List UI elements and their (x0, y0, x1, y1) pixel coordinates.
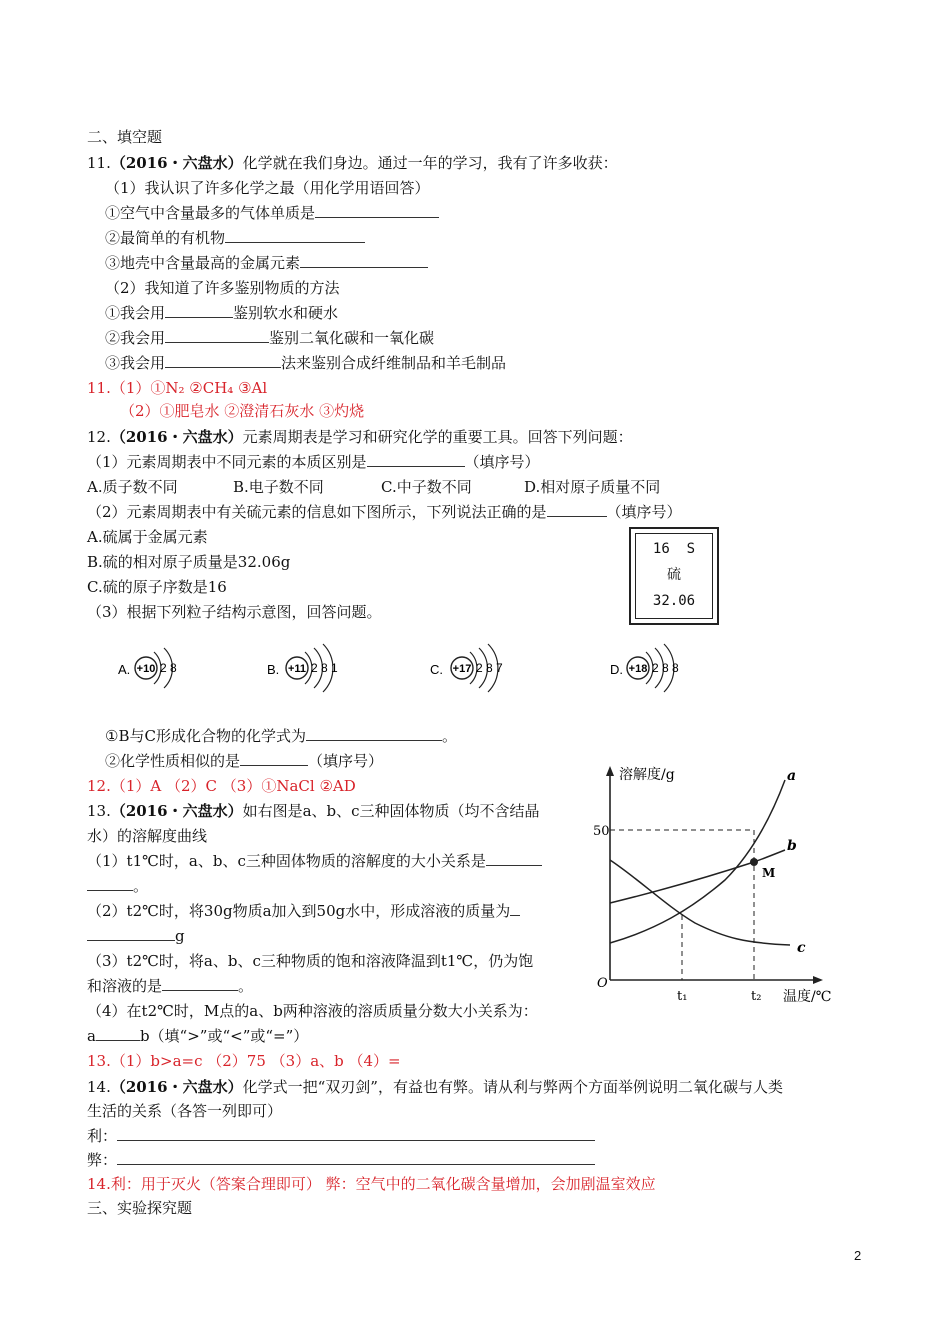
prompt-text: （1）t1℃时，a、b、c三种固体物质的溶解度的大小关系是 (87, 852, 486, 870)
q11-answer-line1: 11.（1）①N₂ ②CH₄ ③Al (87, 379, 268, 397)
element-name: 硫 (667, 567, 681, 583)
y-axis-arrow (606, 766, 614, 776)
q13-part4-cont (87, 1026, 308, 1046)
tile-inner (635, 533, 713, 619)
prompt-text: （填序号） (464, 453, 540, 471)
answer-blank[interactable] (225, 228, 365, 243)
atom-label: A. (118, 662, 131, 677)
question-14-stem (87, 1077, 783, 1097)
question-11-stem (87, 153, 618, 173)
answer-blank[interactable] (117, 1126, 595, 1141)
q12-option-b: B.电子数不同 (233, 478, 324, 496)
x-tick-label: t₁ (677, 989, 688, 1004)
q13-answer: 13.（1）b>a=c （2）75 （3）a、b （4）= (87, 1052, 401, 1070)
x-axis-arrow (813, 976, 823, 984)
prompt-text: ①B与C形成化合物的化学式为 (105, 727, 306, 745)
atom-diagram-c (430, 640, 540, 700)
nucleus-charge: +18 (628, 663, 648, 675)
q11-part1a (105, 203, 439, 223)
element-symbol: S (686, 541, 696, 557)
prompt-text: g (175, 927, 185, 945)
atom-label: C. (430, 662, 443, 677)
q11-part2: （2）我知道了许多鉴别物质的方法 (105, 279, 340, 297)
prompt-text: b（填“>”或“<”或“=”） (139, 1027, 309, 1045)
answer-blank[interactable] (96, 1026, 140, 1041)
q11-part1: （1）我认识了许多化学之最（用化学用语回答） (105, 179, 430, 197)
q-number: 13. (87, 802, 111, 820)
q12-option-c: C.中子数不同 (381, 478, 472, 496)
prompt-text: 。 (238, 977, 254, 995)
q14-answer: 14.利：用于灭火（答案合理即可） 弊：空气中的二氧化碳含量增加，会加剧温室效应 (87, 1175, 656, 1193)
prompt-text: （2）元素周期表中有关硫元素的信息如下图所示，下列说法正确的是 (87, 503, 547, 521)
prompt-text: 法来鉴别合成纤维制品和羊毛制品 (281, 354, 507, 372)
origin-label: O (597, 976, 608, 991)
prompt-text: ②化学性质相似的是 (105, 752, 241, 770)
answer-blank[interactable] (547, 502, 607, 517)
atom-diagram-d (610, 640, 720, 700)
answer-blank[interactable] (165, 353, 281, 368)
point-m (750, 858, 758, 866)
atom-diagram-b (267, 640, 377, 700)
q13-part4: （4）在t2℃时，M点的a、b两种溶液的溶质质量分数大小关系为： (87, 1002, 538, 1020)
q-source: （2016・六盘水） (110, 802, 243, 820)
q13-part2-cont (87, 926, 185, 946)
prompt-text: 弊： (87, 1151, 118, 1169)
q13-part3-cont (87, 976, 253, 996)
prompt-text: 。 (441, 727, 457, 745)
atomic-mass: 32.06 (652, 593, 696, 609)
curve-a-label: a (787, 768, 797, 784)
nucleus-charge: +11 (287, 663, 307, 675)
atom-label: D. (610, 662, 623, 677)
q-source: （2016・六盘水） (110, 1078, 243, 1096)
answer-blank[interactable] (486, 851, 542, 866)
q13-part3: （3）t2℃时，将a、b、c三种物质的饱和溶液降温到t1℃，仍为饱 (87, 952, 534, 970)
shell-electrons: 2 8 8 (652, 661, 679, 675)
q11-answer-line2: （2）①肥皂水 ②澄清石灰水 ③灼烧 (120, 402, 365, 420)
q12-part3b (105, 751, 383, 771)
q-text: 化学就在我们身边。通过一年的学习，我有了许多收获： (242, 154, 618, 172)
atom-diagram-a (118, 640, 228, 700)
q14-harm (87, 1150, 595, 1170)
prompt-text: （1）元素周期表中不同元素的本质区别是 (87, 453, 367, 471)
prompt-text: 利： (87, 1127, 118, 1145)
q-number: 11. (87, 154, 111, 172)
shell-electrons: 2 8 (160, 661, 177, 675)
answer-blank[interactable] (315, 203, 439, 218)
q12-part1 (87, 452, 540, 472)
q11-part2b (105, 328, 434, 348)
shell-electrons: 2 8 1 (311, 661, 338, 675)
answer-blank[interactable] (87, 876, 133, 891)
section-heading: 三、实验探究题 (87, 1199, 193, 1217)
q12-statement-c: C.硫的原子序数是16 (87, 578, 227, 596)
x-tick-label: t₂ (751, 989, 762, 1004)
q12-part3: （3）根据下列粒子结构示意图，回答问题。 (87, 603, 382, 621)
q-number: 14. (87, 1078, 111, 1096)
prompt-text: （填序号） (308, 752, 384, 770)
prompt-text: （2）t2℃时，将30g物质a加入到50g水中，形成溶液的质量为 (87, 902, 511, 920)
q12-option-a: A.质子数不同 (87, 478, 178, 496)
q-text: 化学式一把“双刃剑”，有益也有弊。请从利与弊两个方面举例说明二氧化碳与人类 (242, 1078, 783, 1096)
x-axis-label: 温度/℃ (783, 989, 832, 1005)
page-number: 2 (854, 1248, 862, 1263)
nucleus-charge: +10 (136, 663, 156, 675)
section-heading: 二、填空题 (87, 128, 163, 146)
q-source: （2016・六盘水） (110, 428, 243, 446)
question-12-stem (87, 427, 633, 447)
prompt-text: 。 (133, 877, 149, 895)
answer-blank[interactable] (165, 328, 269, 343)
sulfur-element-tile (629, 527, 719, 625)
q12-option-d: D.相对原子质量不同 (524, 478, 661, 496)
atom-label: B. (267, 662, 280, 677)
prompt-text: ③地壳中含量最高的金属元素 (105, 254, 301, 272)
question-13-stem (87, 801, 540, 821)
q12-statement-b: B.硫的相对原子质量是32.06g (87, 553, 291, 571)
prompt-text: 鉴别二氧化碳和一氧化碳 (269, 329, 435, 347)
answer-blank[interactable] (117, 1150, 595, 1165)
curve-b-label: b (787, 838, 797, 854)
prompt-text: 和溶液的是 (87, 977, 163, 995)
curve-a (610, 780, 785, 943)
prompt-text: a (87, 1027, 96, 1045)
answer-blank[interactable] (510, 901, 520, 916)
q11-part1b (105, 228, 365, 248)
q11-part2c (105, 353, 506, 373)
q14-benefit (87, 1126, 595, 1146)
q13-part1-cont (87, 876, 148, 896)
q-text: 元素周期表是学习和研究化学的重要工具。回答下列问题： (242, 428, 633, 446)
nucleus-charge: +17 (452, 663, 472, 675)
q13-part1 (87, 851, 542, 871)
q-number: 12. (87, 428, 111, 446)
q12-part3a (105, 726, 457, 746)
answer-blank[interactable] (162, 976, 238, 991)
answer-blank[interactable] (306, 726, 442, 741)
q-text: 如右图是a、b、c三种固体物质（均不含结晶 (242, 802, 540, 820)
answer-blank[interactable] (300, 253, 428, 268)
answer-blank[interactable] (367, 452, 465, 467)
curve-c-label: c (797, 940, 806, 956)
q-source: （2016・六盘水） (110, 154, 243, 172)
question-13-stem-cont: 水）的溶解度曲线 (87, 827, 208, 845)
prompt-text: （填序号） (606, 503, 682, 521)
y-tick-label: 50 (593, 824, 610, 839)
q11-part1c (105, 253, 428, 273)
atomic-number: 16 (652, 541, 670, 557)
point-m-label: M (762, 866, 776, 880)
solubility-curve-chart (585, 760, 845, 1005)
answer-blank[interactable] (165, 303, 233, 318)
question-14-stem-cont: 生活的关系（各答一列即可） (87, 1102, 283, 1120)
y-axis-label: 溶解度/g (619, 767, 675, 783)
q11-part2a (105, 303, 338, 323)
prompt-text: 鉴别软水和硬水 (233, 304, 339, 322)
q13-part2 (87, 901, 520, 921)
answer-blank[interactable] (87, 926, 175, 941)
q12-statement-a: A.硫属于金属元素 (87, 528, 208, 546)
q12-answer: 12.（1）A （2）C （3）①NaCl ②AD (87, 777, 356, 795)
prompt-text: ②我会用 (105, 329, 166, 347)
prompt-text: ③我会用 (105, 354, 166, 372)
shell-electrons: 2 8 7 (476, 661, 503, 675)
prompt-text: ①空气中含量最多的气体单质是 (105, 204, 316, 222)
answer-blank[interactable] (240, 751, 308, 766)
prompt-text: ②最简单的有机物 (105, 229, 226, 247)
q12-part2 (87, 502, 682, 522)
prompt-text: ①我会用 (105, 304, 166, 322)
curve-b (610, 850, 785, 903)
